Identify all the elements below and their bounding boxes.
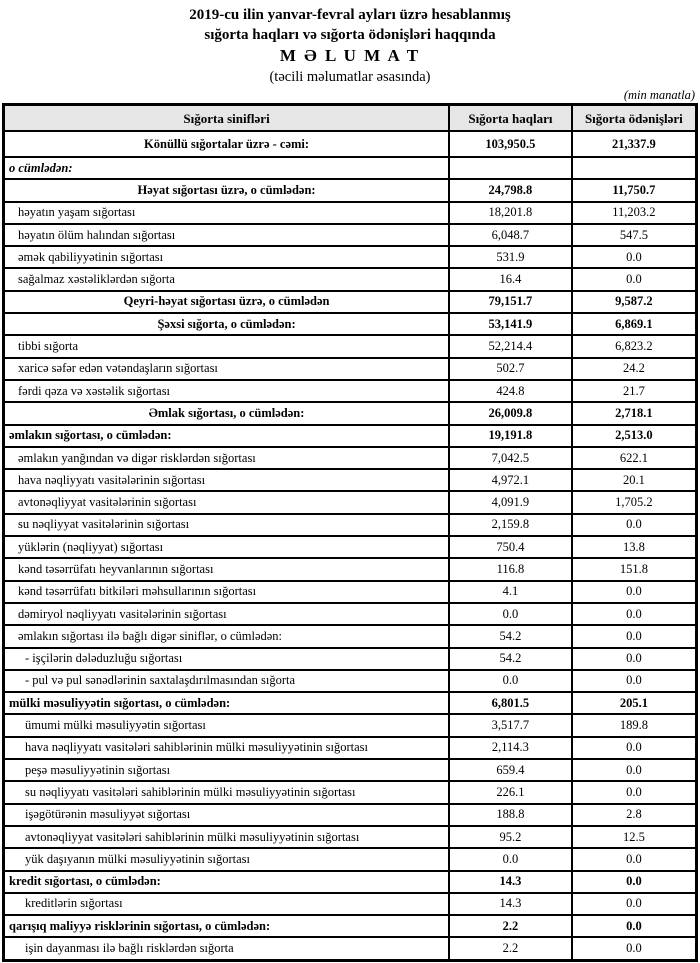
premium-value: 0.0 bbox=[449, 848, 572, 870]
table-row bbox=[4, 871, 697, 893]
payment-value: 0.0 bbox=[572, 915, 697, 937]
premium-value: 19,191.8 bbox=[449, 425, 572, 447]
table-row bbox=[4, 157, 697, 179]
payment-value: 1,705.2 bbox=[572, 491, 697, 513]
row-label: yüklərin (nəqliyyat) sığortası bbox=[4, 536, 450, 558]
table-row bbox=[4, 335, 697, 357]
row-label: ümumi mülki məsuliyyətin sığortası bbox=[4, 714, 450, 736]
payment-value: 0.0 bbox=[572, 871, 697, 893]
premium-value: 116.8 bbox=[449, 558, 572, 580]
payment-value: 2,718.1 bbox=[572, 402, 697, 424]
row-label: kənd təsərrüfatı heyvanlarının sığortası bbox=[4, 558, 450, 580]
payment-value: 0.0 bbox=[572, 670, 697, 692]
row-label: peşə məsuliyyətinin sığortası bbox=[4, 759, 450, 781]
row-label: əmlakın sığortası ilə bağlı digər siniflər, o cümlədən: bbox=[4, 625, 450, 647]
payment-value: 622.1 bbox=[572, 447, 697, 469]
premium-value: 95.2 bbox=[449, 826, 572, 848]
row-label: Həyat sığortası üzrə, o cümlədən: bbox=[4, 179, 450, 201]
row-label: həyatın yaşam sığortası bbox=[4, 202, 450, 224]
insurance-table bbox=[2, 103, 698, 962]
table-row bbox=[4, 558, 697, 580]
table-row bbox=[4, 670, 697, 692]
premium-value: 750.4 bbox=[449, 536, 572, 558]
premium-value: 103,950.5 bbox=[449, 131, 572, 157]
payment-value: 11,750.7 bbox=[572, 179, 697, 201]
payment-value: 2.8 bbox=[572, 804, 697, 826]
payment-value: 0.0 bbox=[572, 625, 697, 647]
premium-value: 531.9 bbox=[449, 246, 572, 268]
table-row bbox=[4, 648, 697, 670]
payment-value: 547.5 bbox=[572, 224, 697, 246]
row-label: avtonəqliyyat vasitələri sahiblərinin mülki məsuliyyətinin sığortası bbox=[4, 826, 450, 848]
premium-value: 0.0 bbox=[449, 603, 572, 625]
row-label: əmlakın yanğından və digər risklərdən sığortası bbox=[4, 447, 450, 469]
row-label: - pul və pul sənədlərinin saxtalaşdırılmasından sığorta bbox=[4, 670, 450, 692]
row-label: hava nəqliyyatı vasitələri sahiblərinin mülki məsuliyyətinin sığortası bbox=[4, 737, 450, 759]
table-row bbox=[4, 937, 697, 960]
row-label: xaricə səfər edən vətəndaşların sığortası bbox=[4, 358, 450, 380]
premium-value: 18,201.8 bbox=[449, 202, 572, 224]
row-label: o cümlədən: bbox=[4, 157, 450, 179]
row-label: Qeyri-həyat sığortası üzrə, o cümlədən bbox=[4, 291, 450, 313]
row-label: sağalmaz xəstəliklərdən sığorta bbox=[4, 268, 450, 290]
table-row bbox=[4, 826, 697, 848]
table-row bbox=[4, 514, 697, 536]
premium-value: 2.2 bbox=[449, 915, 572, 937]
row-label: fərdi qəza və xəstəlik sığortası bbox=[4, 380, 450, 402]
table-row bbox=[4, 491, 697, 513]
table-row bbox=[4, 915, 697, 937]
table-row bbox=[4, 581, 697, 603]
payment-value: 151.8 bbox=[572, 558, 697, 580]
table-row bbox=[4, 179, 697, 201]
premium-value: 6,048.7 bbox=[449, 224, 572, 246]
row-label: qarışıq maliyyə risklərinin sığortası, o cümlədən: bbox=[4, 915, 450, 937]
payment-value: 0.0 bbox=[572, 759, 697, 781]
table-row bbox=[4, 804, 697, 826]
unit-note: (min manatla) bbox=[623, 88, 695, 102]
payment-value: 11,203.2 bbox=[572, 202, 697, 224]
payment-value: 0.0 bbox=[572, 648, 697, 670]
column-header-payments: Sığorta ödənişləri bbox=[572, 105, 697, 132]
row-label: su nəqliyyatı vasitələri sahiblərinin mülki məsuliyyətinin sığortası bbox=[4, 781, 450, 803]
payment-value: 9,587.2 bbox=[572, 291, 697, 313]
premium-value: 26,009.8 bbox=[449, 402, 572, 424]
premium-value: 4,972.1 bbox=[449, 469, 572, 491]
row-label: işin dayanması ilə bağlı risklərdən sığorta bbox=[4, 937, 450, 960]
premium-value: 7,042.5 bbox=[449, 447, 572, 469]
table-row bbox=[4, 291, 697, 313]
table-row bbox=[4, 759, 697, 781]
table-row bbox=[4, 625, 697, 647]
table-row bbox=[4, 202, 697, 224]
table-body bbox=[4, 131, 697, 960]
premium-value bbox=[449, 157, 572, 179]
table-header-row bbox=[4, 105, 697, 132]
row-label: Könüllü sığortalar üzrə - cəmi: bbox=[4, 131, 450, 157]
row-label: işəgötürənin məsuliyyət sığortası bbox=[4, 804, 450, 826]
payment-value: 0.0 bbox=[572, 581, 697, 603]
report-subtitle: (təcili məlumatlar əsasında) bbox=[269, 69, 431, 85]
table-row bbox=[4, 268, 697, 290]
table-row bbox=[4, 380, 697, 402]
row-label: mülki məsuliyyətin sığortası, o cümlədən: bbox=[4, 692, 450, 714]
row-label: avtonəqliyyat vasitələrinin sığortası bbox=[4, 491, 450, 513]
payment-value: 0.0 bbox=[572, 737, 697, 759]
premium-value: 24,798.8 bbox=[449, 179, 572, 201]
table-row bbox=[4, 737, 697, 759]
table-row bbox=[4, 131, 697, 157]
table-row bbox=[4, 603, 697, 625]
row-label: əmək qabiliyyətinin sığortası bbox=[4, 246, 450, 268]
premium-value: 0.0 bbox=[449, 670, 572, 692]
payment-value: 0.0 bbox=[572, 246, 697, 268]
premium-value: 54.2 bbox=[449, 648, 572, 670]
row-label: kredit sığortası, o cümlədən: bbox=[4, 871, 450, 893]
row-label: dəmiryol nəqliyyatı vasitələrinin sığortası bbox=[4, 603, 450, 625]
table-row bbox=[4, 536, 697, 558]
row-label: hava nəqliyyatı vasitələrinin sığortası bbox=[4, 469, 450, 491]
table-row bbox=[4, 402, 697, 424]
premium-value: 14.3 bbox=[449, 871, 572, 893]
premium-value: 502.7 bbox=[449, 358, 572, 380]
report-title-block bbox=[0, 0, 700, 87]
premium-value: 3,517.7 bbox=[449, 714, 572, 736]
payment-value: 21.7 bbox=[572, 380, 697, 402]
premium-value: 2,159.8 bbox=[449, 514, 572, 536]
row-label: kənd təsərrüfatı bitkiləri məhsullarının sığortası bbox=[4, 581, 450, 603]
row-label: əmlakın sığortası, o cümlədən: bbox=[4, 425, 450, 447]
premium-value: 4,091.9 bbox=[449, 491, 572, 513]
payment-value: 6,823.2 bbox=[572, 335, 697, 357]
column-header-premiums: Sığorta haqları bbox=[449, 105, 572, 132]
payment-value: 21,337.9 bbox=[572, 131, 697, 157]
payment-value: 0.0 bbox=[572, 937, 697, 960]
table-row bbox=[4, 447, 697, 469]
row-label: kreditlərin sığortası bbox=[4, 893, 450, 915]
premium-value: 659.4 bbox=[449, 759, 572, 781]
column-header-classes: Sığorta sinifləri bbox=[4, 105, 450, 132]
payment-value: 6,869.1 bbox=[572, 313, 697, 335]
premium-value: 6,801.5 bbox=[449, 692, 572, 714]
payment-value: 2,513.0 bbox=[572, 425, 697, 447]
table-row bbox=[4, 848, 697, 870]
row-label: yük daşıyanın mülki məsuliyyətinin sığortası bbox=[4, 848, 450, 870]
table-row bbox=[4, 469, 697, 491]
row-label: həyatın ölüm halından sığortası bbox=[4, 224, 450, 246]
payment-value: 205.1 bbox=[572, 692, 697, 714]
row-label: tibbi sığorta bbox=[4, 335, 450, 357]
payment-value: 0.0 bbox=[572, 781, 697, 803]
table-row bbox=[4, 358, 697, 380]
report-title-melumat: M Ə L U M A T bbox=[279, 46, 421, 65]
table-row bbox=[4, 893, 697, 915]
table-row bbox=[4, 246, 697, 268]
payment-value: 0.0 bbox=[572, 848, 697, 870]
premium-value: 52,214.4 bbox=[449, 335, 572, 357]
premium-value: 424.8 bbox=[449, 380, 572, 402]
payment-value: 0.0 bbox=[572, 268, 697, 290]
table-row bbox=[4, 781, 697, 803]
payment-value: 189.8 bbox=[572, 714, 697, 736]
premium-value: 226.1 bbox=[449, 781, 572, 803]
premium-value: 2,114.3 bbox=[449, 737, 572, 759]
row-label: su nəqliyyat vasitələrinin sığortası bbox=[4, 514, 450, 536]
table-row bbox=[4, 692, 697, 714]
row-label: Şəxsi sığorta, o cümlədən: bbox=[4, 313, 450, 335]
report-title-line1: 2019-cu ilin yanvar-fevral ayları üzrə hesablanmış bbox=[189, 7, 511, 23]
payment-value: 0.0 bbox=[572, 893, 697, 915]
table-row bbox=[4, 425, 697, 447]
payment-value: 24.2 bbox=[572, 358, 697, 380]
premium-value: 79,151.7 bbox=[449, 291, 572, 313]
premium-value: 54.2 bbox=[449, 625, 572, 647]
payment-value: 12.5 bbox=[572, 826, 697, 848]
row-label: - işçilərin dələduzluğu sığortası bbox=[4, 648, 450, 670]
table-row bbox=[4, 224, 697, 246]
premium-value: 16.4 bbox=[449, 268, 572, 290]
row-label: Əmlak sığortası, o cümlədən: bbox=[4, 402, 450, 424]
payment-value: 13.8 bbox=[572, 536, 697, 558]
payment-value: 0.0 bbox=[572, 514, 697, 536]
payment-value: 0.0 bbox=[572, 603, 697, 625]
premium-value: 53,141.9 bbox=[449, 313, 572, 335]
payment-value bbox=[572, 157, 697, 179]
premium-value: 4.1 bbox=[449, 581, 572, 603]
report-title-line2: sığorta haqları və sığorta ödənişləri haqqında bbox=[204, 27, 496, 43]
premium-value: 188.8 bbox=[449, 804, 572, 826]
payment-value: 20.1 bbox=[572, 469, 697, 491]
table-row bbox=[4, 714, 697, 736]
premium-value: 14.3 bbox=[449, 893, 572, 915]
table-row bbox=[4, 313, 697, 335]
premium-value: 2.2 bbox=[449, 937, 572, 960]
